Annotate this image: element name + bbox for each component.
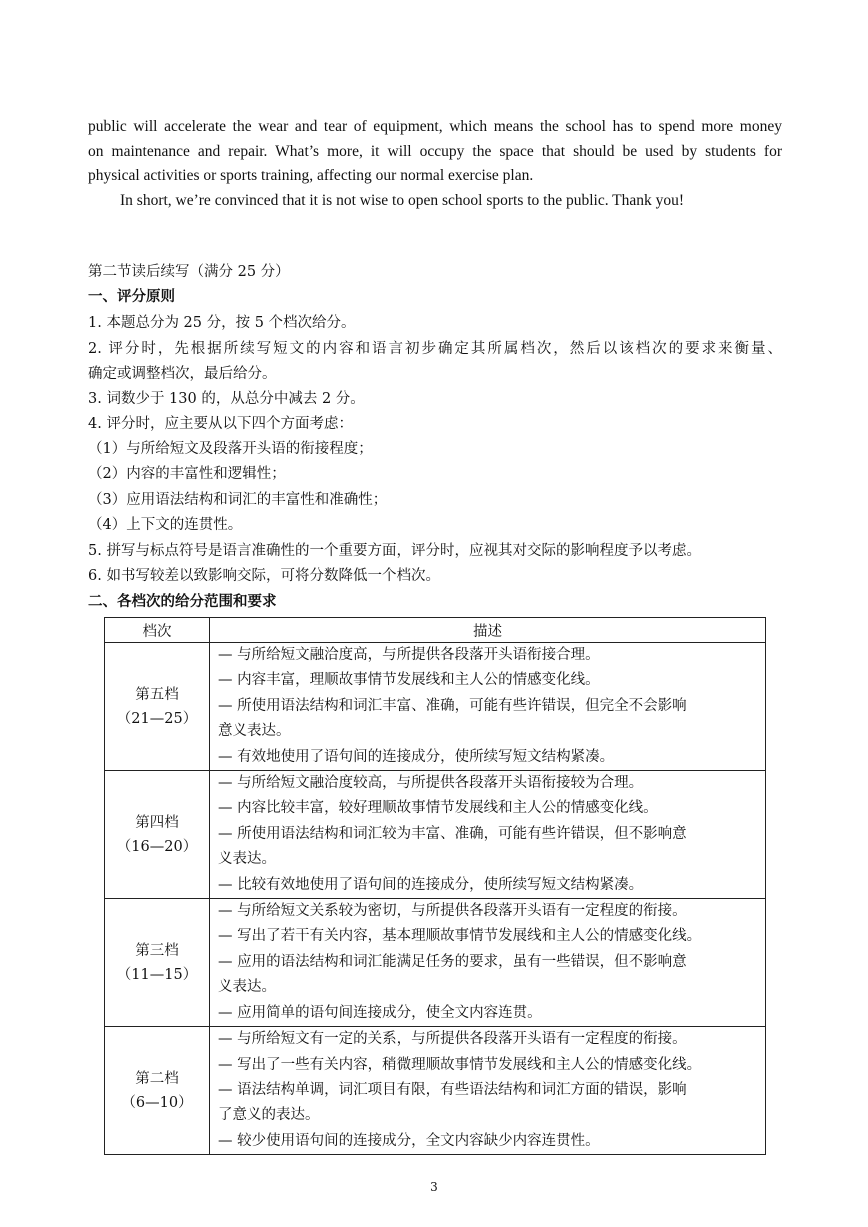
level-name: 第二档: [135, 1070, 179, 1087]
description-line: — 与所给短文融洽度高，与所提供各段落开头语衔接合理。: [218, 647, 600, 663]
description-line: — 内容丰富，理顺故事情节发展线和主人公的情感变化线。: [218, 672, 600, 689]
level-cell: [105, 643, 210, 771]
principle-subitem: （3）应用语法结构和词汇的丰富性和准确性；: [88, 492, 388, 508]
heading-levels: 二、各档次的给分范围和要求: [88, 593, 277, 610]
english-conclusion: In short, we’re convinced that it is not wise to open school sports to the public. Thank you!: [120, 191, 685, 209]
grading-table: [104, 617, 766, 1155]
section-title: 第二节读后续写（满分 25 分）: [88, 264, 290, 280]
description-line: — 写出了一些有关内容，稍微理顺故事情节发展线和主人公的情感变化线。: [218, 1056, 702, 1073]
description-line: — 有效地使用了语句间的连接成分，使所续写短文结构紧凑。: [218, 748, 615, 765]
table-row: [105, 643, 766, 771]
principle-item: 4. 评分时，应主要从以下四个方面考虑：: [88, 416, 353, 432]
description-line: — 所使用语法结构和词汇较为丰富、准确，可能有些许错误，但不影响意: [218, 825, 687, 842]
description-line: 意义表达。: [218, 723, 291, 740]
description-line: — 写出了若干有关内容，基本理顺故事情节发展线和主人公的情感变化线。: [218, 928, 702, 945]
principle-item: 1. 本题总分为 25 分，按 5 个档次给分。: [88, 315, 356, 331]
description-line: — 应用简单的语句间连接成分，使全文内容连贯。: [218, 1004, 542, 1021]
table-header-row: [105, 618, 766, 643]
description-line: — 语法结构单调，词汇项目有限，有些语法结构和词汇方面的错误，影响: [218, 1081, 687, 1098]
header-description: 描述: [210, 618, 766, 643]
description-line: — 与所给短文融洽度较高，与所提供各段落开头语衔接较为合理。: [218, 775, 644, 792]
principle-item: 5. 拼写与标点符号是语言准确性的一个重要方面，评分时，应视其对交际的影响程度予以考虑。: [88, 543, 701, 559]
principle-item: 2. 评分时，先根据所续写短文的内容和语言初步确定其所属档次，然后以该档次的要求来衡量、: [88, 341, 782, 357]
principle-subitem: （1）与所给短文及段落开头语的衔接程度；: [88, 441, 373, 457]
description-line: 义表达。: [218, 979, 276, 996]
level-cell: [105, 1027, 210, 1155]
description-line: — 所使用语法结构和词汇丰富、准确，可能有些许错误，但完全不会影响: [218, 697, 687, 714]
level-cell: [105, 899, 210, 1027]
description-line: 了意义的表达。: [218, 1107, 320, 1124]
level-name: 第四档: [135, 814, 179, 831]
description-line: — 与所给短文有一定的关系，与所提供各段落开头语有一定程度的衔接。: [218, 1031, 687, 1048]
principle-item: 确定或调整档次，最后给分。: [88, 366, 277, 382]
level-name: 第五档: [135, 686, 179, 703]
table-row: [105, 771, 766, 899]
level-range: （6—10）: [121, 1094, 193, 1111]
english-line-3: physical activities or sports training, affecting our normal exercise plan.: [88, 167, 534, 184]
level-name: 第三档: [135, 942, 179, 959]
description-line: — 较少使用语句间的连接成分，全文内容缺少内容连贯性。: [218, 1132, 600, 1149]
description-cell: [210, 1027, 766, 1155]
principle-item: 3. 词数少于 130 的，从总分中减去 2 分。: [88, 391, 365, 407]
level-range: （16—20）: [116, 838, 198, 855]
english-line-1: public will accelerate the wear and tear of equipment, which means the school has to spend more money: [88, 118, 782, 135]
description-line: — 应用的语法结构和词汇能满足任务的要求，虽有一些错误，但不影响意: [218, 953, 687, 970]
principle-subitem: （2）内容的丰富性和逻辑性；: [88, 466, 286, 482]
description-cell: [210, 899, 766, 1027]
description-line: — 比较有效地使用了语句间的连接成分，使所续写短文结构紧凑。: [218, 876, 644, 893]
description-line: — 内容比较丰富，较好理顺故事情节发展线和主人公的情感变化线。: [218, 800, 658, 817]
page-number: 3: [430, 1180, 438, 1194]
table-row: [105, 899, 766, 1027]
principle-item: 6. 如书写较差以致影响交际，可将分数降低一个档次。: [88, 568, 440, 584]
level-range: （11—15）: [116, 966, 198, 983]
table-row: [105, 1027, 766, 1155]
principle-subitem: （4）上下文的连贯性。: [88, 517, 243, 533]
level-range: （21—25）: [116, 710, 198, 727]
description-cell: [210, 771, 766, 899]
english-line-2: on maintenance and repair. What’s more, it will occupy the space that should be used by students for: [88, 142, 782, 160]
header-level: 档次: [105, 618, 210, 643]
description-line: 义表达。: [218, 851, 276, 868]
heading-principles: 一、评分原则: [88, 288, 175, 305]
level-cell: [105, 771, 210, 899]
description-cell: [210, 643, 766, 771]
description-line: — 与所给短文关系较为密切，与所提供各段落开头语有一定程度的衔接。: [218, 903, 687, 920]
